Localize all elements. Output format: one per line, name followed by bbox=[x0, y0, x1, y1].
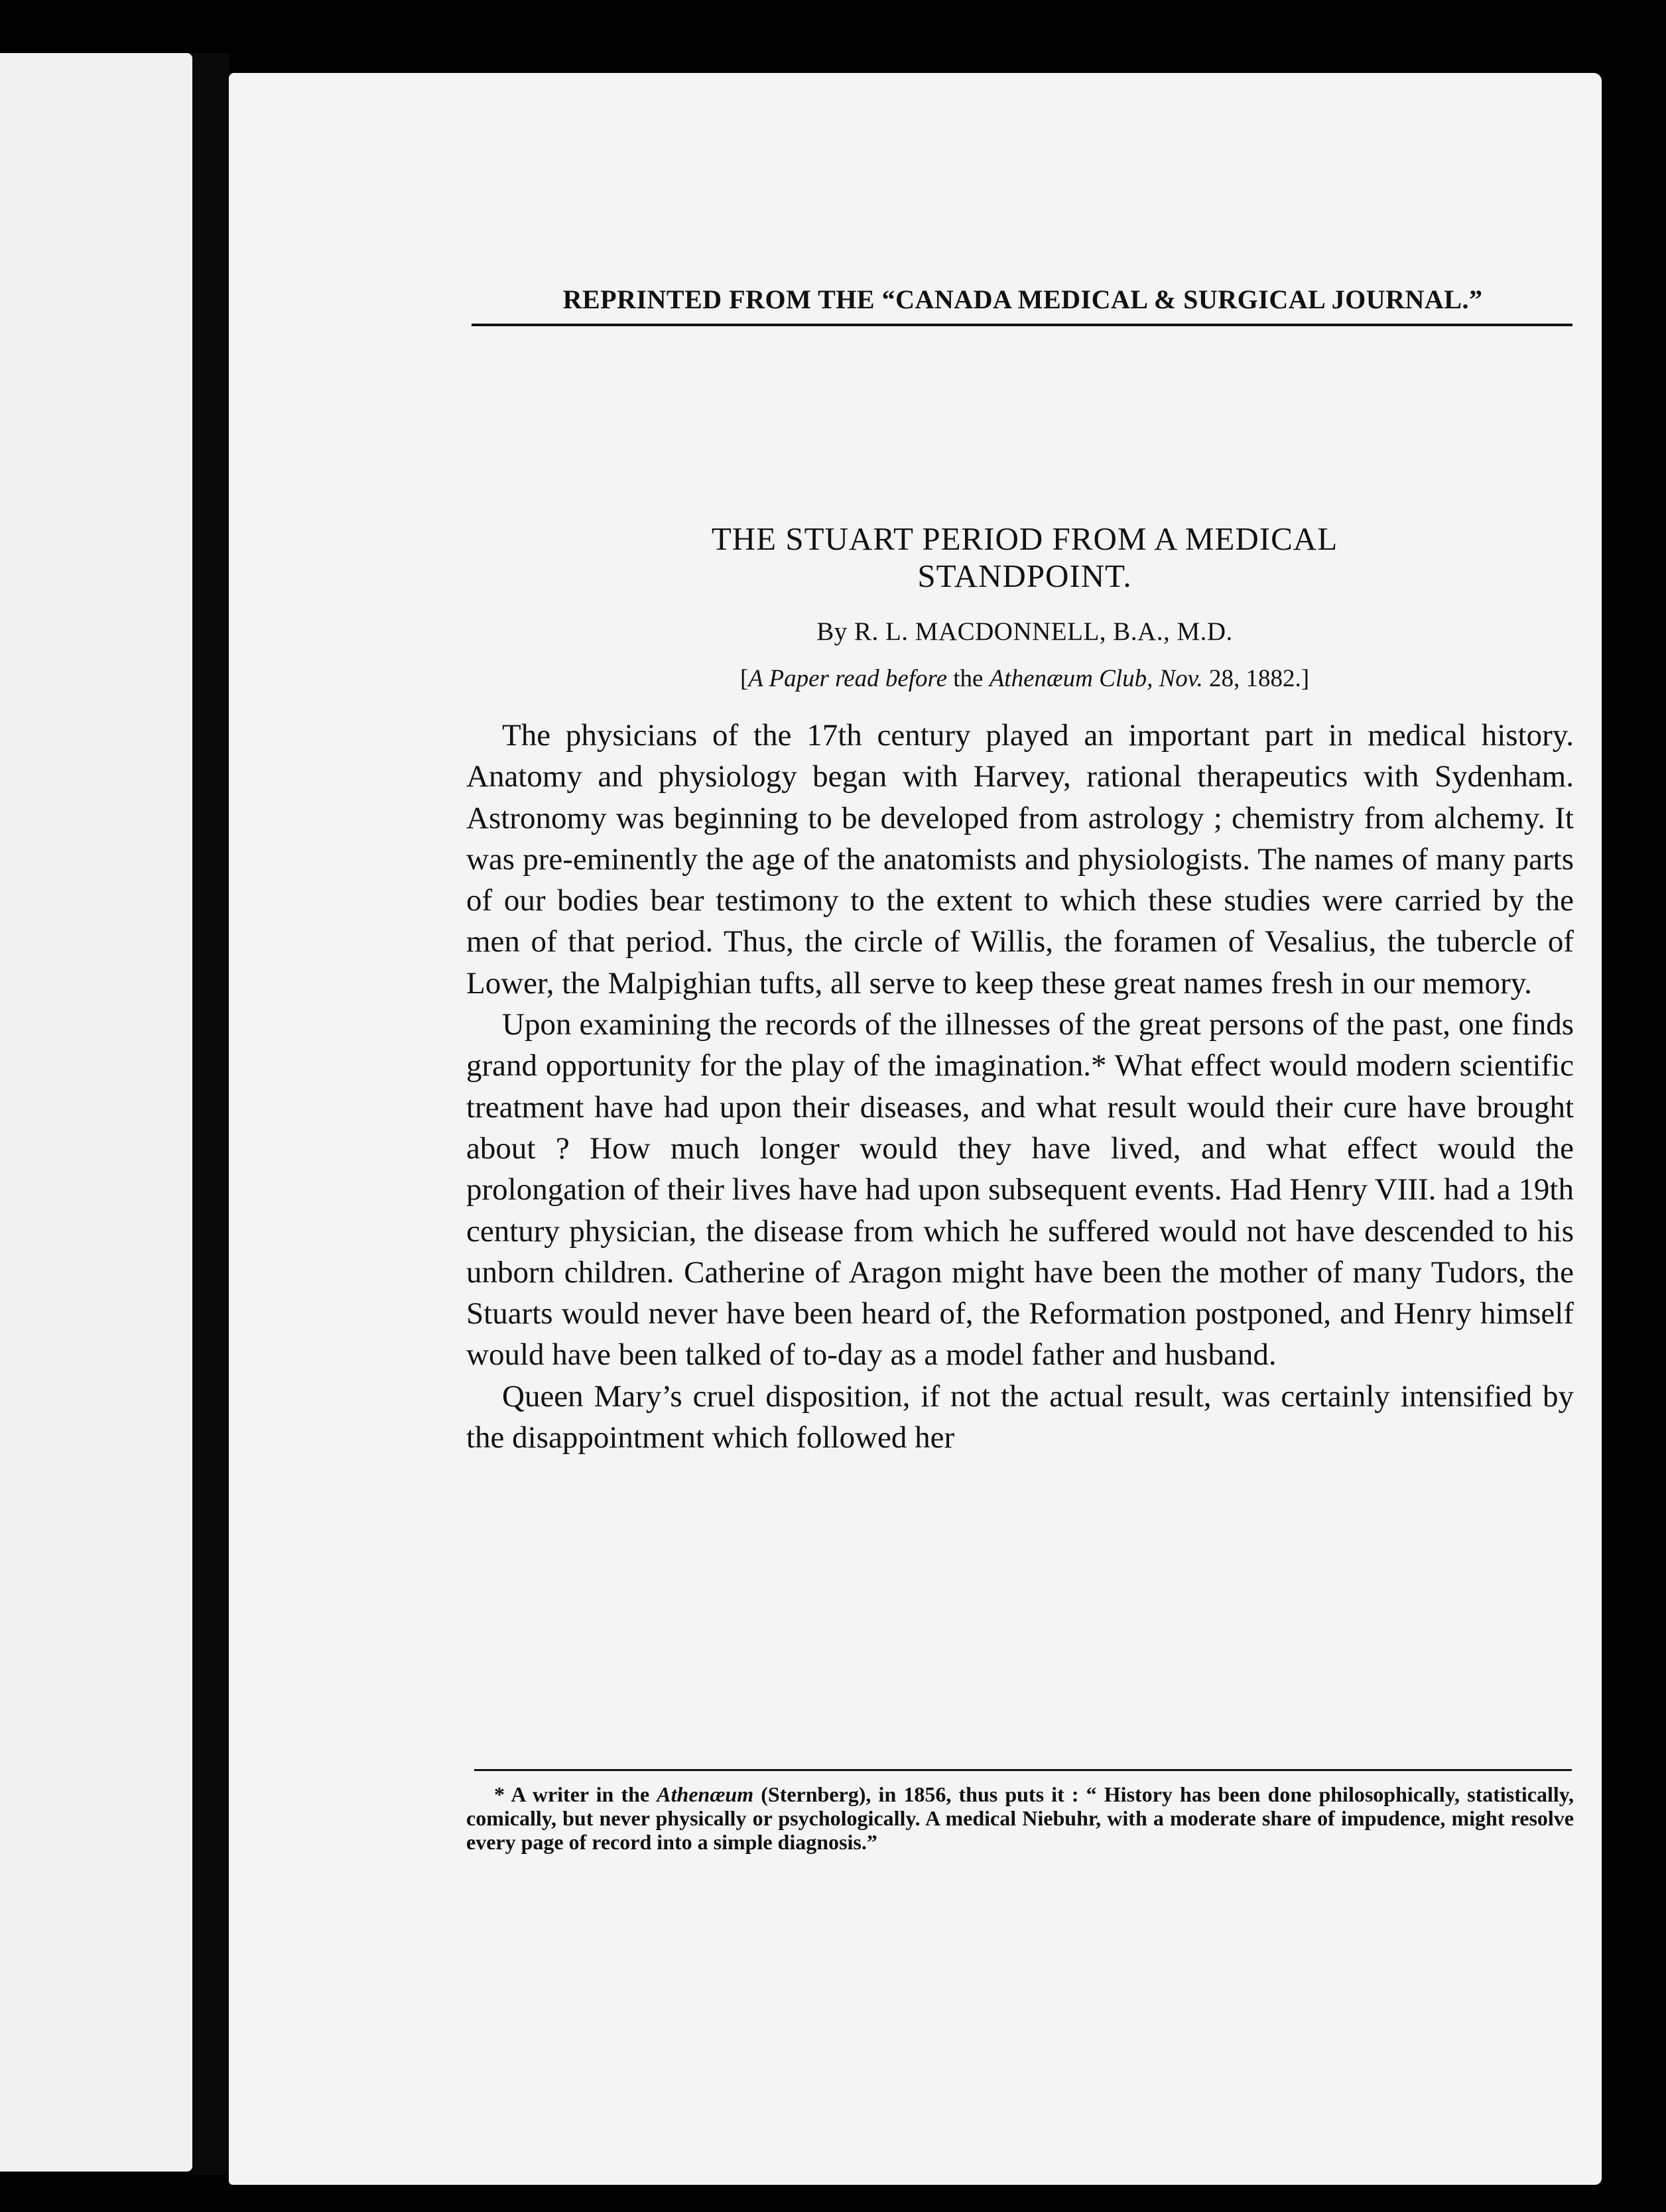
occasion-bracket: [ bbox=[739, 665, 749, 692]
title-line-2: STANDPOINT. bbox=[917, 558, 1132, 594]
body-paragraph-3: Queen Mary’s cruel disposition, if not the actual result, was certainly intensified by the disappointment which followed her bbox=[466, 1379, 1574, 1455]
page-content bbox=[229, 73, 1602, 2185]
occasion-italic-2: Athenæum Club, Nov. bbox=[989, 665, 1203, 692]
header-rule bbox=[472, 324, 1572, 326]
footnote-prefix: * A writer in the bbox=[494, 1782, 657, 1806]
article-occasion bbox=[474, 664, 1575, 693]
article-body bbox=[466, 715, 1574, 1458]
body-paragraph-2: Upon examining the records of the illnesses of the great persons of the past, one finds grand opportunity for the play of the imagination.* What effect would modern scientific treatment have had upon their diseases, and what result would their cure have brought about ? How much longer would they have lived, and what effect would the prolongation of their lives have had upon subsequent events. Had Henry VIII. had a 19th century physician, the disease from which he suffered would not have descended to his unborn children. Catherine of Aragon might have been the mother of many Tudors, the Stuarts would never have been heard of, the Reformation postponed, and Henry himself would have been talked of to-day as a model father and husband. bbox=[466, 1007, 1574, 1373]
title-line-1: THE STUART PERIOD FROM A MEDICAL bbox=[711, 521, 1338, 557]
occasion-roman-1: the bbox=[947, 665, 990, 692]
article-author: By R. L. MACDONNELL, B.A., M.D. bbox=[816, 617, 1233, 646]
footnote-rule bbox=[474, 1769, 1572, 1771]
book-spine bbox=[192, 53, 229, 2175]
reprint-header: REPRINTED FROM THE “CANADA MEDICAL & SURGICAL JOURNAL.” bbox=[562, 284, 1483, 314]
occasion-italic-1: A Paper read before bbox=[748, 665, 947, 692]
occasion-roman-2: 28, 1882.] bbox=[1202, 665, 1310, 692]
article-title bbox=[474, 521, 1575, 595]
footnote-italic: Athenæum bbox=[657, 1782, 754, 1806]
left-facing-page bbox=[0, 53, 192, 2172]
body-paragraph-1: The physicians of the 17th century played an important part in medical history. Anatomy and physiology began with Harvey, rational therapeutics with Sydenham. Astronomy was beginning to be developed from astrology ; chemistry from alchemy. It was pre-eminently the age of the anatomists and physiologists. The names of many parts of our bodies bear testimony to the extent to which these studies were carried by the men of that period. Thus, the circle of Willis, the foramen of Vesalius, the tubercle of Lower, the Malpighian tufts, all serve to keep these great names fresh in our memory. bbox=[466, 718, 1574, 1001]
footnote-text bbox=[466, 1782, 1574, 1854]
document-page bbox=[229, 73, 1602, 2185]
footnote bbox=[466, 1782, 1574, 1854]
footnote-rest: (Sternberg), in 1856, thus puts it : “ History has been done philosophically, statistically, comically, but never physically or psychologically. A medical Niebuhr, with a moderate share of impudence, might resolve every page of record into a simple diagnosis.” bbox=[466, 1782, 1574, 1854]
